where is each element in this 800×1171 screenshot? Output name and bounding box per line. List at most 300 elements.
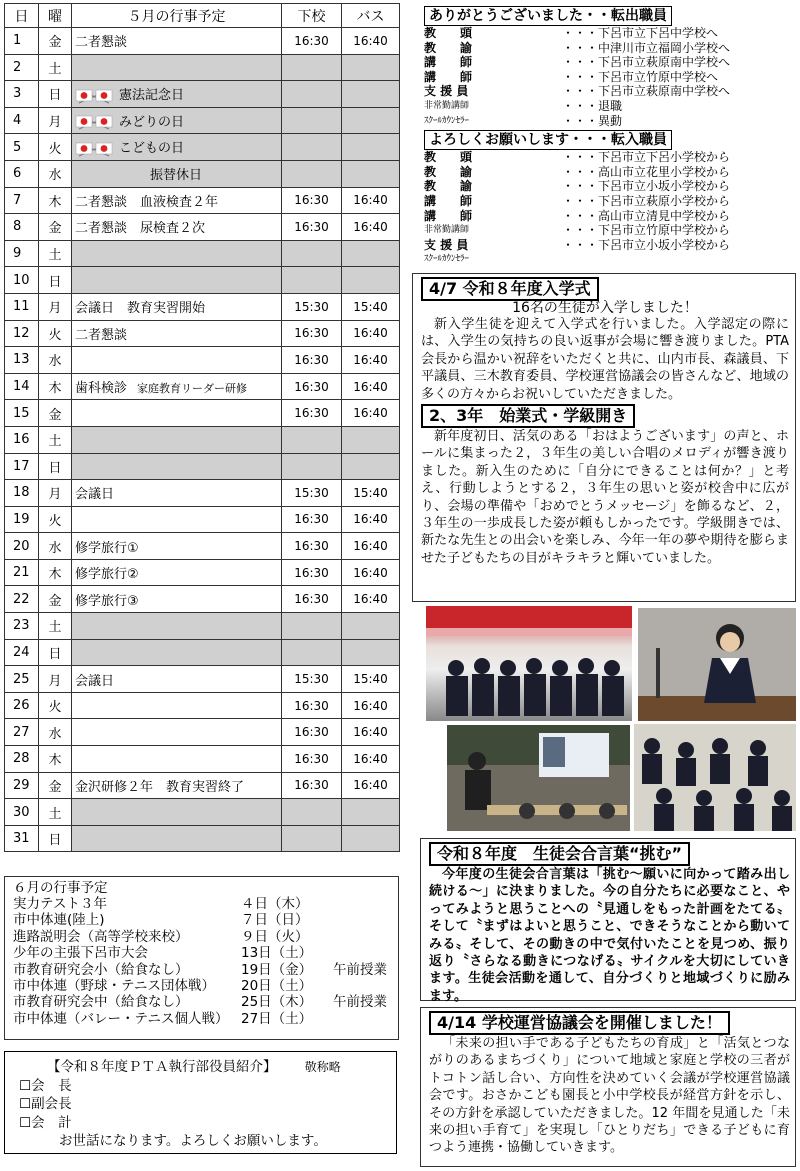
schedule-row <box>5 347 400 374</box>
article3-title: 令和８年度 生徒会合言葉“挑む” <box>429 842 690 866</box>
schedule-row <box>5 214 400 241</box>
schedule-dismissal-time: 16:30 <box>282 187 342 214</box>
schedule-bus-time: 16:40 <box>342 506 400 533</box>
schedule-day: 28 <box>5 746 39 773</box>
staff-role: 教 頭 <box>424 26 473 40</box>
schedule-day: 3 <box>5 81 39 108</box>
schedule-row <box>5 825 400 852</box>
schedule-bus-time: 16:40 <box>342 373 400 400</box>
schedule-bus-time: 15:40 <box>342 293 400 320</box>
schedule-row <box>5 81 400 108</box>
staff-destination: ・・・下呂市立萩原南中学校へ <box>562 84 731 99</box>
schedule-event <box>72 267 282 294</box>
schedule-header-row <box>5 4 400 28</box>
june-schedule-box <box>4 876 399 1040</box>
schedule-bus-time: 16:40 <box>342 746 400 773</box>
staff-role: 非常勤講師 <box>424 225 470 236</box>
schedule-row <box>5 639 400 666</box>
june-title: ６月の行事予定 <box>13 880 108 896</box>
schedule-day: 10 <box>5 267 39 294</box>
staff-destination: ・・・下呂市立萩原南中学校へ <box>562 55 731 70</box>
schedule-event <box>72 54 282 81</box>
june-item-name: 市教育研究会小（給食なし） <box>13 961 189 978</box>
schedule-weekday: 水 <box>39 160 72 187</box>
schedule-row <box>5 799 400 826</box>
june-item-date: ７日（日） <box>241 912 309 929</box>
staff-row <box>424 209 796 224</box>
schedule-weekday: 金 <box>39 400 72 427</box>
schedule-dismissal-time: 16:30 <box>282 586 342 613</box>
schedule-event <box>72 639 282 666</box>
schedule-day: 2 <box>5 54 39 81</box>
schedule-event <box>72 533 282 560</box>
staff-row <box>424 99 796 114</box>
june-item <box>13 896 398 912</box>
june-item-name: 少年の主張下呂市大会 <box>13 945 148 962</box>
header-day: 日 <box>5 4 39 28</box>
schedule-event <box>72 453 282 480</box>
schedule-day: 24 <box>5 639 39 666</box>
transfers-in-list <box>424 150 796 267</box>
june-item <box>13 945 398 961</box>
schedule-event <box>72 746 282 773</box>
schedule-dismissal-time: 15:30 <box>282 666 342 693</box>
schedule-row <box>5 719 400 746</box>
schedule-dismissal-time: 16:30 <box>282 347 342 374</box>
schedule-event-text: 修学旅行③ <box>75 593 139 609</box>
header-weekday: 曜 <box>39 4 72 28</box>
schedule-day: 12 <box>5 320 39 347</box>
classroom-illustration <box>634 724 796 831</box>
schedule-dismissal-time: 16:30 <box>282 28 342 55</box>
schedule-event-text: 二者懇談 <box>75 327 128 343</box>
meeting-illustration <box>447 725 630 831</box>
schedule-dismissal-time: 16:30 <box>282 506 342 533</box>
pta-role-treasurer: ☐会 計 <box>19 1114 72 1131</box>
schedule-weekday: 金 <box>39 586 72 613</box>
june-item-name: 市中体連(陸上) <box>13 912 105 929</box>
schedule-row <box>5 559 400 586</box>
schedule-day: 8 <box>5 214 39 241</box>
schedule-event <box>72 81 282 108</box>
schedule-weekday: 水 <box>39 719 72 746</box>
june-item-name: 進路説明会（高等学校来校） <box>13 928 189 945</box>
staff-role: ｽｸｰﾙｶｳﾝｾﾗｰ <box>424 254 470 265</box>
schedule-day: 19 <box>5 506 39 533</box>
schedule-weekday: 水 <box>39 533 72 560</box>
schedule-dismissal-time <box>282 54 342 81</box>
schedule-bus-time <box>342 134 400 161</box>
schedule-row <box>5 480 400 507</box>
schedule-event-text: 憲法記念日 <box>119 88 185 104</box>
header-event: ５月の行事予定 <box>72 4 282 28</box>
june-list <box>13 896 398 1027</box>
schedule-row <box>5 666 400 693</box>
ceremony-articles-box <box>412 273 796 602</box>
staff-role: 教 諭 <box>424 179 473 194</box>
schedule-event <box>72 480 282 507</box>
schedule-weekday: 日 <box>39 267 72 294</box>
japanese-flag-icon <box>75 114 113 130</box>
schedule-weekday: 火 <box>39 506 72 533</box>
schedule-bus-time <box>342 613 400 640</box>
schedule-dismissal-time: 15:30 <box>282 293 342 320</box>
schedule-bus-time: 16:40 <box>342 533 400 560</box>
staff-row <box>424 55 796 70</box>
schedule-row <box>5 400 400 427</box>
staff-row <box>424 84 796 99</box>
schedule-event-text: 二者懇談 尿検査２次 <box>75 221 206 237</box>
june-item-date: ４日（木） <box>241 896 309 912</box>
june-item <box>13 912 398 928</box>
staff-row <box>424 179 796 194</box>
schedule-bus-time <box>342 160 400 187</box>
schedule-row <box>5 692 400 719</box>
schedule-event-text: 修学旅行① <box>75 540 139 556</box>
school-council-article-box <box>420 1007 796 1167</box>
schedule-row <box>5 426 400 453</box>
schedule-row <box>5 746 400 773</box>
schedule-day: 16 <box>5 426 39 453</box>
schedule-row <box>5 107 400 134</box>
schedule-bus-time: 16:40 <box>342 719 400 746</box>
students-seated-illustration <box>426 606 632 721</box>
schedule-weekday: 土 <box>39 240 72 267</box>
staff-role: 講 師 <box>424 208 473 223</box>
article1-title: 4/7 令和８年度入学式 <box>421 277 599 301</box>
schedule-row <box>5 613 400 640</box>
june-item-date: 19日（金） <box>241 961 313 978</box>
schedule-day: 13 <box>5 347 39 374</box>
schedule-event <box>72 293 282 320</box>
schedule-event <box>72 187 282 214</box>
schedule-row <box>5 267 400 294</box>
staff-destination: ・・・中津川市立福岡小学校へ <box>562 40 731 55</box>
photo-speech-student <box>638 608 796 721</box>
schedule-dismissal-time <box>282 240 342 267</box>
schedule-row <box>5 293 400 320</box>
schedule-dismissal-time <box>282 453 342 480</box>
schedule-event-text: 修学旅行② <box>75 567 139 583</box>
schedule-weekday: 土 <box>39 426 72 453</box>
schedule-dismissal-time: 16:30 <box>282 559 342 586</box>
schedule-bus-time: 16:40 <box>342 772 400 799</box>
june-item-name: 実力テスト３年 <box>13 896 107 912</box>
schedule-row <box>5 533 400 560</box>
schedule-event <box>72 240 282 267</box>
june-item-name: 市中体連（バレー・テニス個人戦） <box>13 1010 229 1027</box>
pta-box <box>4 1051 397 1154</box>
schedule-weekday: 月 <box>39 666 72 693</box>
staff-row <box>424 194 796 209</box>
schedule-bus-time: 16:40 <box>342 586 400 613</box>
schedule-weekday: 日 <box>39 81 72 108</box>
staff-row <box>424 70 796 85</box>
schedule-event <box>72 799 282 826</box>
pta-closing: お世話になります。よろしくお願いします。 <box>59 1133 327 1149</box>
schedule-dismissal-time: 16:30 <box>282 320 342 347</box>
june-item-name: 市教育研究会中（給食なし） <box>13 994 189 1011</box>
staff-role: 講 師 <box>424 69 473 84</box>
schedule-bus-time <box>342 81 400 108</box>
staff-destination: ・・・高山市立清見中学校から <box>562 208 731 223</box>
schedule-day: 29 <box>5 772 39 799</box>
transfers-section <box>424 5 796 267</box>
schedule-event <box>72 692 282 719</box>
staff-role: 非常勤講師 <box>424 100 470 111</box>
june-item-date: 13日（土） <box>241 945 313 962</box>
june-item-date: ９日（火） <box>241 928 309 945</box>
schedule-weekday: 金 <box>39 214 72 241</box>
schedule-day: 4 <box>5 107 39 134</box>
staff-destination: ・・・下呂市立小坂小学校から <box>562 237 731 252</box>
schedule-weekday: 火 <box>39 134 72 161</box>
schedule-event-text: こどもの日 <box>119 141 185 157</box>
article4-title: 4/14 学校運営協議会を開催しました！ <box>429 1011 730 1035</box>
schedule-row <box>5 373 400 400</box>
schedule-event-text: 会議日 教育実習開始 <box>75 301 206 317</box>
schedule-row <box>5 240 400 267</box>
pta-honorific: 敬称略 <box>304 1060 341 1074</box>
schedule-bus-time: 16:40 <box>342 559 400 586</box>
schedule-bus-time: 15:40 <box>342 666 400 693</box>
schedule-dismissal-time: 16:30 <box>282 373 342 400</box>
schedule-weekday: 月 <box>39 107 72 134</box>
schedule-day: 14 <box>5 373 39 400</box>
schedule-event <box>72 373 282 400</box>
schedule-bus-time: 16:40 <box>342 320 400 347</box>
schedule-event <box>72 160 282 187</box>
schedule-event <box>72 586 282 613</box>
staff-row <box>424 223 796 238</box>
june-item-extra: 午前授業 <box>333 994 387 1011</box>
staff-role: 教 諭 <box>424 40 473 55</box>
staff-role: 教 諭 <box>424 164 473 179</box>
schedule-weekday: 日 <box>39 453 72 480</box>
staff-role: ｽｸｰﾙｶｳﾝｾﾗｰ <box>424 115 470 126</box>
schedule-dismissal-time <box>282 799 342 826</box>
schedule-bus-time <box>342 240 400 267</box>
schedule-weekday: 木 <box>39 746 72 773</box>
june-item <box>13 994 398 1010</box>
staff-destination: ・・・下呂市立竹原中学校へ <box>562 69 719 84</box>
schedule-event <box>72 107 282 134</box>
staff-role: 講 師 <box>424 55 473 70</box>
schedule-row <box>5 586 400 613</box>
schedule-row <box>5 160 400 187</box>
staff-role: 教 頭 <box>424 150 473 165</box>
june-item <box>13 1011 398 1027</box>
article2-title: 2、3年 始業式・学級開き <box>421 404 635 428</box>
june-item-name: 市中体連（野球・テニス団体戦） <box>13 978 215 995</box>
june-item-date: 25日（木） <box>241 994 313 1011</box>
schedule-row <box>5 187 400 214</box>
schedule-day: 30 <box>5 799 39 826</box>
schedule-bus-time <box>342 54 400 81</box>
schedule-weekday: 土 <box>39 799 72 826</box>
schedule-bus-time: 16:40 <box>342 692 400 719</box>
schedule-bus-time <box>342 107 400 134</box>
schedule-dismissal-time: 16:30 <box>282 746 342 773</box>
schedule-row <box>5 320 400 347</box>
schedule-event <box>72 772 282 799</box>
schedule-dismissal-time <box>282 639 342 666</box>
schedule-event <box>72 666 282 693</box>
schedule-event-text: 歯科検診 <box>75 381 128 397</box>
schedule-dismissal-time <box>282 134 342 161</box>
staff-row <box>424 252 796 267</box>
article2-body: 新年度初日、活気のある「おはようございます」の声と、ホールに集まった２，３年生の美しい合唱のメロディが響き渡りました。新入生のために「自分にできることは何か？」と考え、行動しようとする２，３年生の思いと姿が校舎中に広がり、会場の準備や「おめでとうメッセージ」を飾るなど、２，３年生の一歩成長した姿が頼もしかったです。学級開きでは、新たな先生との出会いを楽しみ、今年一年の夢や期待を膨らませた子どもたちの目がキラキラと輝いていました。 <box>421 429 789 566</box>
schedule-weekday: 日 <box>39 639 72 666</box>
schedule-event <box>72 347 282 374</box>
article3-body: 今年度の生徒会合言葉は「挑む～願いに向かって踏み出し続ける～」に決まりました。今の自分たちに必要なこと、やってみようと思うことへの〝見通しをもった計画をたてる〟そして〝まずはよいと思うこと、できそうなことから動いてみる〟そして、その動きの中で気付いたことを見つめ、振り返り〝さらなる動きにつなげる〟サイクルを大切にしていきます。生徒会活動を通して、自分づくりと地域づくりに励みます。 <box>429 867 790 1004</box>
schedule-bus-time <box>342 799 400 826</box>
schedule-weekday: 火 <box>39 320 72 347</box>
schedule-weekday: 木 <box>39 559 72 586</box>
schedule-day: 20 <box>5 533 39 560</box>
schedule-day: 7 <box>5 187 39 214</box>
schedule-bus-time <box>342 825 400 852</box>
schedule-weekday: 金 <box>39 28 72 55</box>
transfers-in-title: よろしくお願いします・・・転入職員 <box>424 130 672 150</box>
schedule-bus-time <box>342 426 400 453</box>
transfers-out-title: ありがとうございました・・転出職員 <box>424 6 672 26</box>
transfers-out-list <box>424 26 796 128</box>
june-item <box>13 978 398 994</box>
schedule-event <box>72 214 282 241</box>
staff-row <box>424 26 796 41</box>
staff-role: 支 援 員 <box>424 84 469 99</box>
schedule-day: 1 <box>5 28 39 55</box>
schedule-day: 31 <box>5 825 39 852</box>
header-bus: バス <box>342 4 400 28</box>
staff-role: 支 援 員 <box>424 237 469 252</box>
photo-entrance-ceremony-students <box>426 606 632 721</box>
article4-body: 「未来の担い手である子どもたちの育成」と「活気とつながりのあるまちづくり」について地域と家庭と学校の三者がトコトン話し合い、方向性を決めていく会議が学校運営協議会です。おさかこども園長と小中学校長が経営方針を示し、その方針を承認していただきました。12 年間を見通した「未来の担い手育て」を実現し「ひとりだち」できる子どもに育つよう連携・協働していきます。 <box>429 1036 790 1156</box>
june-item-extra: 午前授業 <box>333 961 387 978</box>
schedule-row <box>5 506 400 533</box>
schedule-weekday: 木 <box>39 187 72 214</box>
schedule-event-text: 二者懇談 <box>75 35 128 51</box>
schedule-day: 15 <box>5 400 39 427</box>
staff-row <box>424 238 796 253</box>
schedule-row <box>5 54 400 81</box>
schedule-dismissal-time <box>282 426 342 453</box>
june-item-date: 20日（土） <box>241 978 313 995</box>
schedule-row <box>5 28 400 55</box>
speech-illustration <box>638 608 796 721</box>
schedule-dismissal-time: 15:30 <box>282 480 342 507</box>
staff-row <box>424 41 796 56</box>
japanese-flag-icon <box>75 141 113 157</box>
schedule-event <box>72 825 282 852</box>
schedule-event <box>72 559 282 586</box>
japanese-flag-icon <box>75 88 113 104</box>
schedule-event <box>72 134 282 161</box>
schedule-dismissal-time <box>282 81 342 108</box>
schedule-day: 17 <box>5 453 39 480</box>
staff-row <box>424 114 796 129</box>
schedule-weekday: 月 <box>39 293 72 320</box>
schedule-event <box>72 613 282 640</box>
schedule-bus-time: 16:40 <box>342 347 400 374</box>
schedule-weekday: 日 <box>39 825 72 852</box>
schedule-day: 25 <box>5 666 39 693</box>
schedule-bus-time: 15:40 <box>342 480 400 507</box>
june-item <box>13 929 398 945</box>
schedule-bus-time: 16:40 <box>342 187 400 214</box>
header-dismissal: 下校 <box>282 4 342 28</box>
schedule-weekday: 火 <box>39 692 72 719</box>
schedule-event-text: 会議日 <box>75 673 115 689</box>
schedule-row <box>5 134 400 161</box>
staff-row <box>424 150 796 165</box>
schedule-weekday: 水 <box>39 347 72 374</box>
june-item <box>13 962 398 978</box>
schedule-dismissal-time: 16:30 <box>282 400 342 427</box>
schedule-day: 27 <box>5 719 39 746</box>
schedule-event-text: みどりの日 <box>119 114 185 130</box>
schedule-event-text: 金沢研修２年 教育実習終了 <box>75 779 245 795</box>
schedule-day: 22 <box>5 586 39 613</box>
schedule-dismissal-time <box>282 825 342 852</box>
schedule-dismissal-time: 16:30 <box>282 214 342 241</box>
schedule-day: 5 <box>5 134 39 161</box>
staff-destination: ・・・下呂市立萩原小学校から <box>562 193 731 208</box>
article1-body: 新入学生徒を迎えて入学式を行いました。入学認定の際には、入学生の気持ちの良い返事が会場に響き渡りました。PTA 会長から温かい祝辞をいただくと共に、山内市長、森議員、下平議員、三木教育委員、学校運営協議会の皆さんなど、地域の多くの方々からお祝いしていただきました。 <box>421 317 789 402</box>
schedule-dismissal-time: 16:30 <box>282 772 342 799</box>
schedule-day: 11 <box>5 293 39 320</box>
schedule-dismissal-time: 16:30 <box>282 719 342 746</box>
schedule-weekday: 金 <box>39 772 72 799</box>
schedule-weekday: 土 <box>39 54 72 81</box>
staff-destination: ・・・下呂市立下呂中学校へ <box>562 26 719 40</box>
schedule-event <box>72 426 282 453</box>
staff-destination: ・・・退職 <box>562 98 623 113</box>
schedule-event <box>72 28 282 55</box>
schedule-bus-time <box>342 639 400 666</box>
schedule-day: 23 <box>5 613 39 640</box>
schedule-event-text: 振替休日 <box>150 168 203 184</box>
staff-role: 講 師 <box>424 193 473 208</box>
schedule-event <box>72 506 282 533</box>
staff-destination: ・・・高山市立花里小学校から <box>562 164 731 179</box>
schedule-weekday: 月 <box>39 480 72 507</box>
schedule-row <box>5 772 400 799</box>
staff-destination: ・・・下呂市立下呂小学校から <box>562 150 731 165</box>
schedule-day: 18 <box>5 480 39 507</box>
may-schedule-table <box>4 3 400 852</box>
schedule-bus-time: 16:40 <box>342 214 400 241</box>
article1-subtitle: 16名の生徒が入学しました！ <box>512 300 698 316</box>
schedule-day: 26 <box>5 692 39 719</box>
schedule-dismissal-time <box>282 267 342 294</box>
schedule-bus-time: 16:40 <box>342 28 400 55</box>
schedule-weekday: 土 <box>39 613 72 640</box>
photo-school-council-meeting <box>447 725 630 831</box>
pta-role-president: ☐会 長 <box>19 1077 72 1094</box>
staff-destination: ・・・下呂市立竹原中学校から <box>562 223 731 238</box>
staff-destination: ・・・下呂市立小坂小学校から <box>562 179 731 194</box>
schedule-event <box>72 320 282 347</box>
schedule-dismissal-time <box>282 613 342 640</box>
schedule-dismissal-time <box>282 160 342 187</box>
schedule-bus-time <box>342 267 400 294</box>
schedule-event-text: 会議日 <box>75 487 115 503</box>
schedule-day: 6 <box>5 160 39 187</box>
schedule-day: 9 <box>5 240 39 267</box>
photo-classroom-students <box>634 724 796 831</box>
